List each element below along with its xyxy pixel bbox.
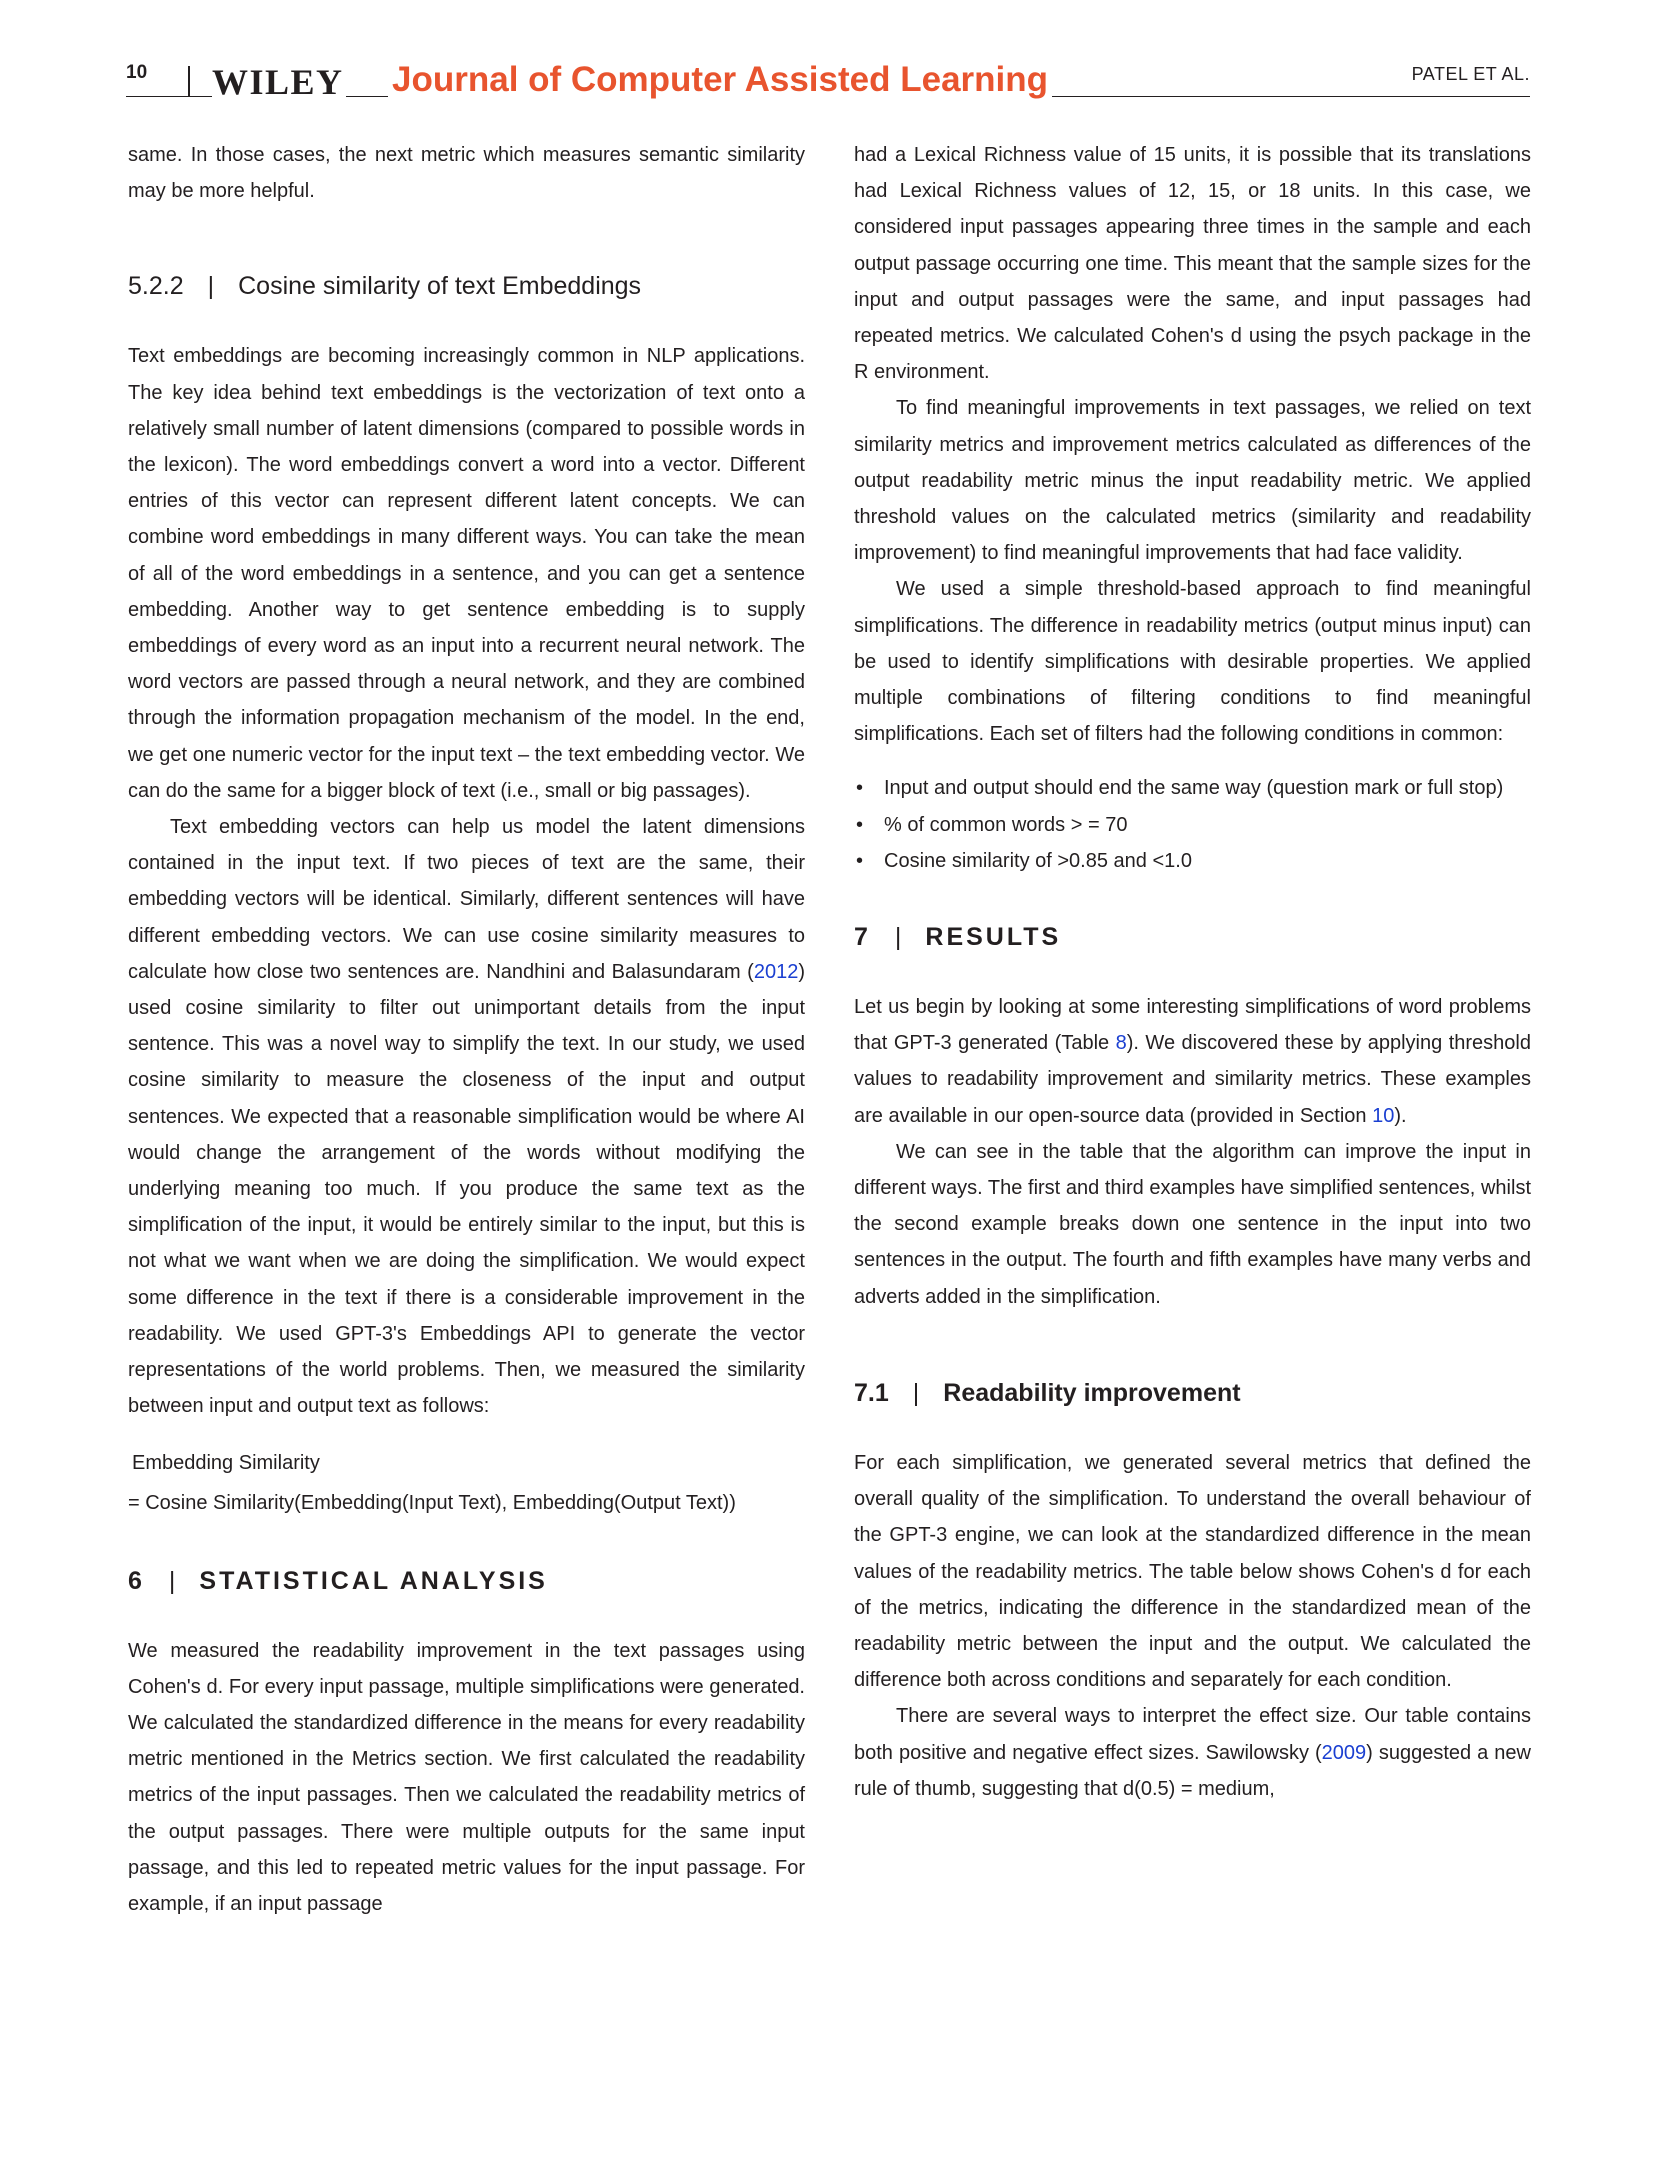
section-number: 7 [854,923,871,952]
equation-line: Embedding Similarity [132,1451,320,1474]
paragraph-text: Text embedding vectors can help us model the latent dimensions contained in the input text. If two pieces of text are the same, their embedding vectors will be identical. Similarly, different sentences will have different embedding vectors. We can use cosine similarity measures to calculate how close two sentences are. Nandhini and Balasundaram ( [128,816,805,983]
section-heading-7 [854,919,1531,955]
paragraph [854,1698,1531,1807]
filter-conditions-list [854,770,1531,879]
section-number: 7.1 [854,1378,889,1407]
paragraph: For each simplification, we generated several metrics that defined the overall quality of the simplification. To understand the overall behaviour of the GPT-3 engine, we can look at the standardized difference in the mean values of the readability metrics. The table below shows Cohen's d for each of the metrics, indicating the difference in the standardized mean of the readability metric between the input and the output. We calculated the difference both across conditions and separately for each condition. [854,1451,1531,1692]
running-head: PATEL ET AL. [1411,64,1530,84]
section-number: 5.2.2 [128,272,184,301]
section-title: Readability improvement [943,1378,1241,1407]
paragraph: had a Lexical Richness value of 15 units, it is possible that its translations had Lexical Richness values of 12, 15, or 18 units. In this case, we considered input passages appearing three times in the sample and each output passage occurring one time. This meant that the sample sizes for the input and output passages were the same, and input passages had repeated metrics. We calculated Cohen's d using the psych package in the R environment. [854,144,1531,384]
paragraph: To find meaningful improvements in text passages, we relied on text similarity metrics and improvement metrics calculated as differences of the output readability metric minus the input readability metric. We applied threshold values on the calculated metrics (similarity and readability improvement) to find meaningful improvements that had face validity. [854,397,1531,565]
paragraph-text: Let us begin by looking at some interesting simplifications of word problems that GPT-3 generated (Table [854,996,1531,1055]
paragraph: same. In those cases, the next metric which measures semantic similarity may be more helpful. [128,144,805,203]
left-column [128,137,805,1922]
paragraph: We measured the readability improvement in the text passages using Cohen's d. For every input passage, multiple simplifications were generated. We calculated the standardized difference in the means for every readability metric mentioned in the Metrics section. We first calculated the readability metrics of the input passages. Then we calculated the readability metrics of the output passages. There were multiple outputs for the same input passage, and this led to repeated metric values for the input passage. For example, if an input passage [128,1639,805,1915]
section-heading-6 [128,1563,805,1599]
paragraph-text: ) used cosine similarity to filter out unimportant details from the input sentence. This was a novel way to simplify the text. In our study, we used cosine similarity to measure the closeness of the input and output sentences. We expected that a reasonable simplification would be where AI would change the arrangement of the words without modifying the underlying meaning too much. If you produce the same text as the simplification of the input, it would be entirely similar to the input, but this is not what we want when we are doing the simplification. We would expect some difference in the text if there is a considerable improvement in the readability. We used GPT-3's Embeddings API to generate the vector representations of the world problems. Then, we measured the similarity between input and output text as follows: [128,960,805,1418]
paragraph-text: There are several ways to interpret the effect size. Our table contains both positive and negative effect sizes. Sawilowsky ( [854,1705,1531,1764]
journal-title: Journal of Computer Assisted Learning [388,60,1052,100]
paragraph [854,989,1531,1134]
header-divider [188,66,190,96]
citation-link[interactable]: 2012 [753,960,799,983]
section-title: Cosine similarity of text Embeddings [238,272,642,301]
paragraph: Text embeddings are becoming increasingly common in NLP applications. The key idea behind text embeddings is the vectorization of text onto a relatively small number of latent dimensions (compared to possible words in the lexicon). The word embeddings convert a word into a vector. Different entries of this vector can represent different latent concepts. We can combine word embeddings in many different ways. You can take the mean of all of the word embeddings in a sentence, and you can get a sentence embedding. Another way to get sentence embedding is to supply embeddings of every word as an input into a recurrent neural network. The word vectors are passed through a neural network, and they are combined through the information propagation mechanism of the model. In the end, we get one numeric vector for the input text – the text embedding vector. We can do the same for a bigger block of text (i.e., small or big passages). [128,345,805,802]
citation-link[interactable]: 2009 [1321,1741,1367,1764]
paragraph: We can see in the table that the algorithm can improve the input in different ways. The first and third examples have simplified sentences, whilst the second example breaks down one sentence in the input into two sentences in the output. The fourth and fifth examples have many verbs and adverts added in the simplification. [854,1140,1531,1308]
section-title: STATISTICAL ANALYSIS [199,1566,548,1595]
right-column [854,137,1531,1807]
list-item: • Input and output should end the same way (question mark or full stop) [854,770,1531,806]
heading-separator: | [894,923,902,952]
equation [128,1443,805,1523]
subsection-heading-7-1 [854,1375,1531,1411]
subsection-heading-5-2-2 [128,268,805,304]
heading-separator: | [207,272,215,301]
heading-separator: | [912,1378,920,1407]
page-header [126,58,1530,102]
paragraph-text: ). We discovered these by applying threshold values to readability improvement and similarity metrics. These examples are available in our open-source data (provided in Section [854,1032,1531,1127]
paragraph-text: ). [1394,1104,1407,1127]
paragraph [128,809,805,1424]
section-title: RESULTS [925,923,1062,952]
heading-separator: | [168,1566,176,1595]
publisher-logo: WILEY [212,62,344,102]
list-item: • % of common words > = 70 [854,807,1531,843]
list-item: • Cosine similarity of >0.85 and <1.0 [854,843,1531,879]
section-link[interactable]: 10 [1372,1104,1395,1127]
table-link[interactable]: 8 [1115,1032,1127,1055]
paragraph-text: ) suggested a new rule of thumb, suggesting that d(0.5) = medium, [854,1741,1531,1800]
page-number: 10 [126,62,148,83]
equation-line: = Cosine Similarity(Embedding(Input Text), Embedding(Output Text)) [128,1491,736,1514]
section-number: 6 [128,1566,145,1595]
paragraph: We used a simple threshold-based approach to find meaningful simplifications. The difference in readability metrics (output minus input) can be used to identify simplifications with desirable properties. We applied multiple combinations of filtering conditions to find meaningful simplifications. Each set of filters had the following conditions in common: [854,578,1531,746]
